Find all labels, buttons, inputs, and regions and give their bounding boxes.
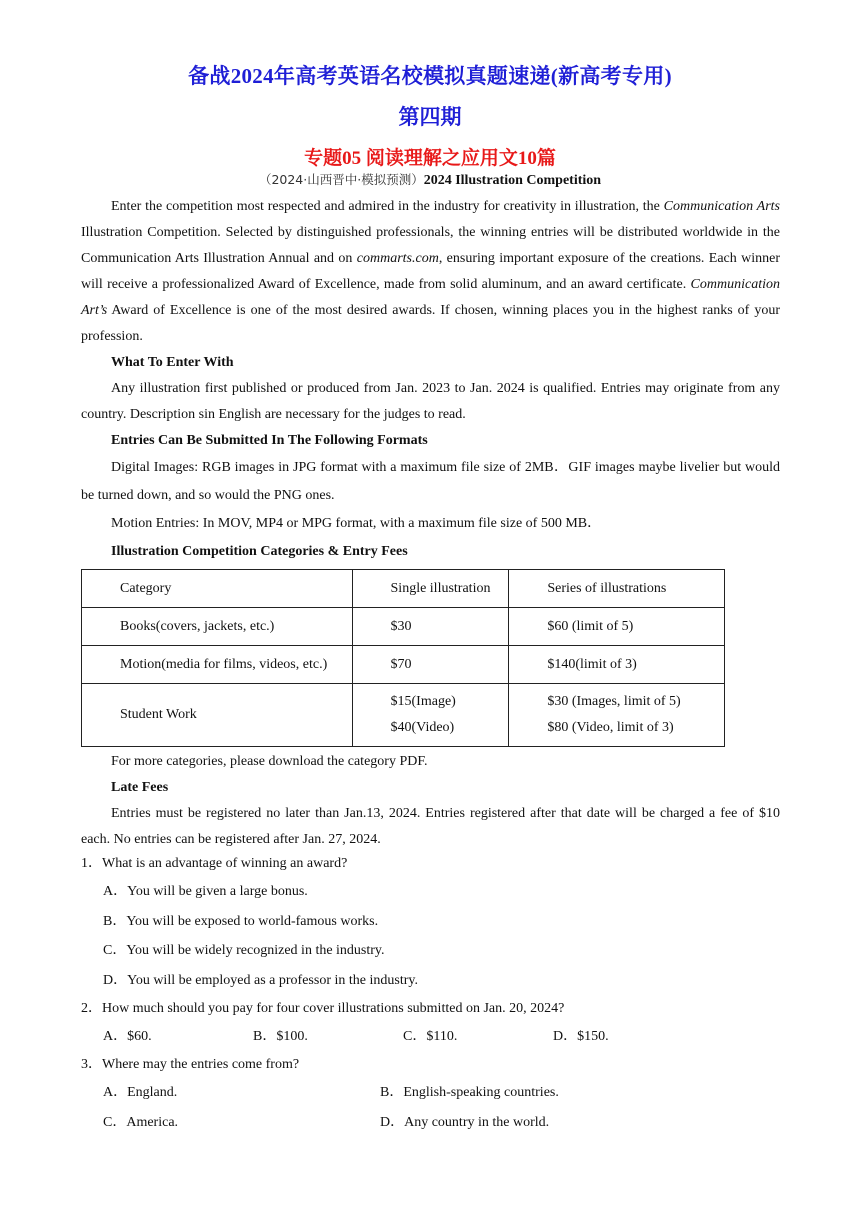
table-cell: $60 (limit of 5)	[509, 608, 725, 646]
table-cell: Motion(media for films, videos, etc.)	[82, 646, 353, 684]
answer-option[interactable]: D．$150.	[553, 1029, 609, 1044]
passage-source: （2024·山西晋中·模拟预测）	[258, 172, 424, 187]
table-cell: Student Work	[82, 684, 353, 747]
table-row	[82, 608, 725, 646]
paragraph-intro: Enter the competition most respected and admired in the industry for creativity in illustration, the Communication Arts Illustration Competition. Selected by distinguished professionals, the winning entries will be distributed worldwide in the Communication Arts Illustration Annual and on commarts.com, ensuring important exposure of the creations. Each winner will receive a professionalized Award of Excellence, made from solid aluminum, and an award certificate. Communication Art’s Award of Excellence is one of the most desired awards. If chosen, winning places you in the highest ranks of your profession.	[81, 199, 780, 344]
answer-option[interactable]: B．$100.	[253, 1029, 308, 1044]
paragraph-eligibility: Any illustration first published or produced from Jan. 2023 to Jan. 2024 is qualified. Entries may originate from any country. Description sin English are necessary for the judges to read.	[81, 381, 780, 422]
answer-options-row	[81, 1078, 780, 1108]
section-heading-late-fees: Late Fees	[111, 780, 169, 795]
passage-body	[81, 194, 780, 853]
answer-option[interactable]: C．You will be widely recognized in the industry.	[103, 943, 385, 958]
paragraph-late-fees: Entries must be registered no later than Jan.13, 2024. Entries registered after that date will be charged a fee of $10 each. No entries can be registered after Jan. 27, 2024.	[81, 806, 780, 847]
answer-option[interactable]: A．England.	[103, 1085, 178, 1100]
answer-option[interactable]: D．Any country in the world.	[380, 1115, 550, 1130]
table-cell: $30	[352, 608, 509, 646]
section-heading-what-to-enter: What To Enter With	[111, 355, 234, 370]
table-row	[82, 646, 725, 684]
answer-option[interactable]: C．America.	[103, 1115, 179, 1130]
document-title: 备战2024年高考英语名校模拟真题速递(新高考专用)	[188, 64, 672, 88]
question-stem: 3．Where may the entries come from?	[81, 1057, 300, 1072]
question-stem: 1．What is an advantage of winning an award?	[81, 856, 348, 871]
questions-section	[81, 851, 780, 1138]
table-row	[82, 684, 725, 747]
answer-options-row	[81, 1022, 780, 1052]
passage-heading	[0, 170, 860, 189]
answer-option[interactable]: D．You will be employed as a professor in the industry.	[103, 972, 418, 988]
answer-option[interactable]: B．English-speaking countries.	[380, 1085, 559, 1100]
answer-options-row	[81, 1108, 780, 1138]
table-header-cell: Single illustration	[352, 570, 509, 608]
passage-title: 2024 Illustration Competition	[423, 173, 602, 188]
table-cell: Books(covers, jackets, etc.)	[82, 608, 353, 646]
paragraph-digital-images: Digital Images: RGB images in JPG format with a maximum file size of 2MB．GIF images maybe livelier but would be turned down, and so would the PNG ones.	[81, 460, 780, 503]
topic-title: 专题05 阅读理解之应用文10篇	[304, 148, 556, 169]
issue-title: 第四期	[398, 105, 462, 129]
paragraph-motion-entries: Motion Entries: In MOV, MP4 or MPG format, with a maximum file size of 500 MB．	[111, 516, 602, 531]
answer-option[interactable]: A．You will be given a large bonus.	[103, 884, 308, 899]
table-cell: $70	[352, 646, 509, 684]
paragraph-more-categories: For more categories, please download the category PDF.	[111, 754, 428, 769]
question-stem: 2．How much should you pay for four cover illustrations submitted on Jan. 20, 2024?	[81, 1001, 565, 1016]
answer-option[interactable]: B．You will be exposed to world-famous works.	[103, 913, 379, 929]
table-cell: $15(Image) $40(Video)	[352, 684, 509, 747]
section-heading-formats: Entries Can Be Submitted In The Following Formats	[111, 433, 428, 448]
table-cell: $30 (Images, limit of 5) $80 (Video, limit of 3)	[509, 684, 725, 747]
section-heading-fees: Illustration Competition Categories & Entry Fees	[111, 544, 408, 559]
table-header-row	[82, 570, 725, 608]
table-cell: $140(limit of 3)	[509, 646, 725, 684]
table-header-cell: Series of illustrations	[509, 570, 725, 608]
answer-option[interactable]: A．$60.	[103, 1029, 152, 1044]
entry-fees-table	[81, 569, 725, 747]
table-header-cell: Category	[82, 570, 353, 608]
answer-option[interactable]: C．$110.	[403, 1029, 458, 1044]
